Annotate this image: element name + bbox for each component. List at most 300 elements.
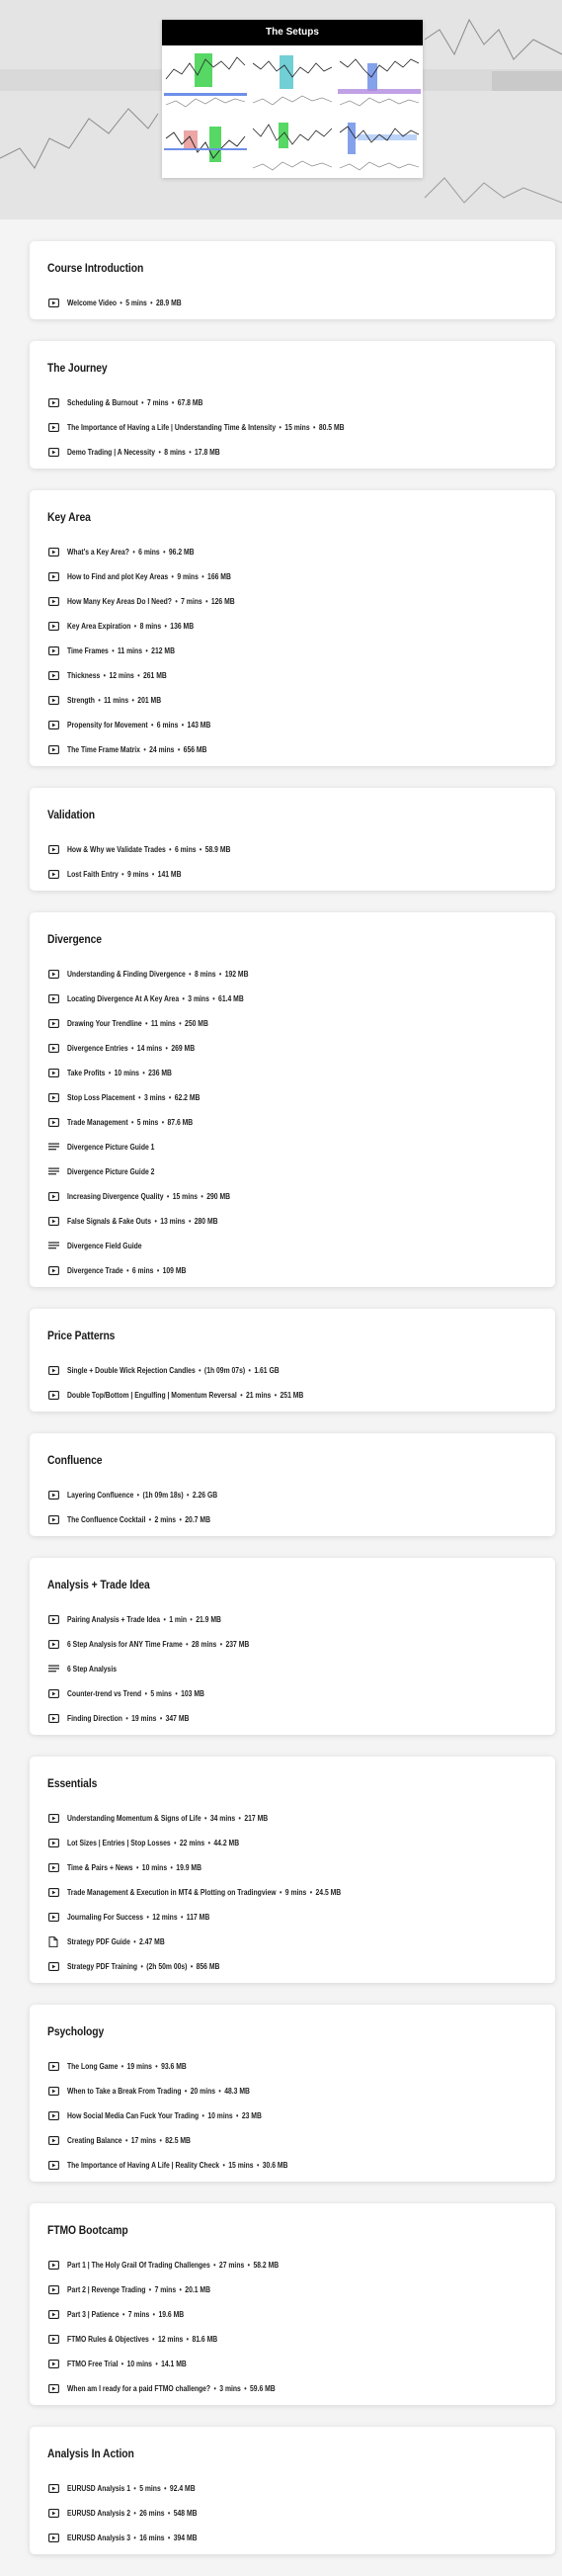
file-icon <box>47 1937 59 1947</box>
lesson-text <box>67 1143 154 1152</box>
video-icon <box>47 1515 59 1525</box>
lesson-item[interactable] <box>47 2526 537 2550</box>
separator-dot: • <box>141 398 144 407</box>
video-icon <box>47 671 59 681</box>
setup-chart-3 <box>338 49 421 111</box>
lesson-item[interactable] <box>47 1184 537 1209</box>
lesson-title: Divergence Entries <box>67 1044 128 1053</box>
separator-dot: • <box>171 572 174 581</box>
video-icon <box>47 1640 59 1650</box>
lesson-size: 14.1 MB <box>161 2360 187 2368</box>
separator-dot: • <box>156 1266 160 1275</box>
lesson-title: Welcome Video <box>67 299 118 307</box>
lesson-duration: 6 mins <box>156 721 179 730</box>
section-title: Course Introduction <box>47 263 144 275</box>
video-icon <box>47 2335 59 2345</box>
lesson-duration: 12 mins <box>157 2335 184 2344</box>
separator-dot: • <box>164 622 167 631</box>
lesson-item[interactable] <box>47 589 537 614</box>
separator-dot: • <box>190 1615 193 1624</box>
video-icon <box>47 1839 59 1848</box>
lesson-item[interactable] <box>47 1930 537 1954</box>
separator-dot: • <box>313 423 316 432</box>
lesson-title: 6 Step Analysis <box>67 1665 118 1674</box>
lesson-title: Take Profits <box>67 1069 106 1077</box>
section-card <box>30 2203 555 2405</box>
setup-chart-1 <box>164 49 247 111</box>
lesson-duration: 12 mins <box>109 671 134 680</box>
lesson-size: 347 MB <box>165 1714 190 1723</box>
lesson-text <box>67 2310 184 2319</box>
lesson-duration: 9 mins <box>126 870 149 879</box>
curriculum-list <box>30 241 555 2576</box>
lesson-title: How to Find and plot Key Areas <box>67 572 169 581</box>
lesson-item[interactable] <box>47 1507 537 1532</box>
lesson-text <box>67 2285 210 2294</box>
lesson-item[interactable] <box>47 962 537 987</box>
lesson-title: Understanding Momentum & Signs of Life <box>67 1814 201 1823</box>
lesson-size: 166 MB <box>207 572 231 581</box>
lesson-item[interactable] <box>47 713 537 737</box>
lesson-title: EURUSD Analysis 2 <box>67 2509 131 2518</box>
separator-dot: • <box>187 1491 190 1500</box>
separator-dot: • <box>98 696 101 705</box>
lesson-text <box>67 745 206 754</box>
separator-dot: • <box>247 2261 251 2270</box>
separator-dot: • <box>155 2360 158 2368</box>
lesson-text <box>67 1217 218 1226</box>
lesson-item[interactable] <box>47 1607 537 1632</box>
section-card <box>30 2005 555 2182</box>
lesson-item[interactable] <box>47 862 537 887</box>
lesson-item[interactable] <box>47 1657 537 1681</box>
separator-dot: • <box>148 1515 152 1524</box>
lesson-item[interactable] <box>47 1831 537 1855</box>
lesson-duration: 15 mins <box>172 1192 199 1201</box>
separator-dot: • <box>167 2533 171 2542</box>
lesson-item[interactable] <box>47 2128 537 2153</box>
lesson-size: 103 MB <box>181 1689 204 1698</box>
video-icon <box>47 1069 59 1078</box>
section-card <box>30 341 555 469</box>
lesson-duration: 2 mins <box>154 1515 177 1524</box>
lesson-title: Divergence Trade <box>67 1266 123 1275</box>
video-icon <box>47 2533 59 2543</box>
lesson-title: Creating Balance <box>67 2136 122 2145</box>
separator-dot: • <box>279 423 281 432</box>
section-card <box>30 490 555 766</box>
separator-dot: • <box>165 1044 168 1053</box>
separator-dot: • <box>222 2161 225 2170</box>
lesson-title: What's a Key Area? <box>67 548 129 557</box>
separator-dot: • <box>103 671 107 680</box>
video-icon <box>47 2087 59 2097</box>
section-card <box>30 1757 555 1983</box>
separator-dot: • <box>279 1888 282 1897</box>
lesson-text <box>67 2533 198 2542</box>
lesson-item[interactable] <box>47 1011 537 1036</box>
lesson-duration: 8 mins <box>139 622 162 631</box>
lesson-item[interactable] <box>47 2302 537 2327</box>
lesson-item[interactable] <box>47 1061 537 1085</box>
separator-dot: • <box>182 994 185 1003</box>
lesson-item[interactable] <box>47 1706 537 1731</box>
separator-dot: • <box>154 1217 157 1226</box>
lesson-duration: 10 mins <box>126 2360 152 2368</box>
lesson-item[interactable] <box>47 540 537 564</box>
lesson-duration: 3 mins <box>219 2384 241 2393</box>
lesson-size: 17.8 MB <box>195 448 220 457</box>
text-icon <box>47 1242 59 1251</box>
separator-dot: • <box>186 1640 189 1649</box>
lesson-size: 280 MB <box>194 1217 218 1226</box>
lesson-size: 58.9 MB <box>204 845 231 854</box>
lesson-item[interactable] <box>47 1681 537 1706</box>
section-card <box>30 1558 555 1735</box>
lesson-size: 250 MB <box>185 1019 208 1028</box>
lesson-duration: 14 mins <box>136 1044 163 1053</box>
video-icon <box>47 1615 59 1625</box>
lesson-item[interactable] <box>47 663 537 688</box>
separator-dot: • <box>163 1615 166 1624</box>
lesson-title: Single + Double Wick Rejection Candles <box>67 1366 196 1375</box>
lesson-item[interactable] <box>47 1880 537 1905</box>
lesson-title: Strategy PDF Training <box>67 1962 138 1971</box>
separator-dot: • <box>150 299 153 307</box>
video-icon <box>47 2484 59 2494</box>
lesson-size: 236 MB <box>148 1069 172 1077</box>
separator-dot: • <box>151 721 154 730</box>
lesson-item[interactable] <box>47 1159 537 1184</box>
lesson-item[interactable] <box>47 390 537 415</box>
lesson-duration: 15 mins <box>228 2161 254 2170</box>
lesson-title: Lot Sizes | Entries | Stop Losses <box>67 1839 171 1847</box>
separator-dot: • <box>159 2136 162 2145</box>
lesson-size: 141 MB <box>157 870 182 879</box>
separator-dot: • <box>140 1962 143 1971</box>
lesson-text <box>67 696 161 705</box>
lesson-text <box>67 870 181 879</box>
lesson-duration: 11 mins <box>104 696 129 705</box>
separator-dot: • <box>189 970 192 979</box>
setup-chart-4 <box>164 115 247 176</box>
lesson-duration: 24 mins <box>149 745 175 754</box>
lesson-item[interactable] <box>47 2476 537 2501</box>
lesson-duration: 6 mins <box>131 1266 154 1275</box>
lesson-title: Propensity for Movement <box>67 721 148 730</box>
lesson-item[interactable] <box>47 440 537 465</box>
lesson-size: 87.6 MB <box>167 1118 194 1127</box>
lesson-item[interactable] <box>47 737 537 762</box>
separator-dot: • <box>179 1515 182 1524</box>
lesson-title: The Confluence Cocktail <box>67 1515 146 1524</box>
lesson-title: Pairing Analysis + Trade Idea <box>67 1615 161 1624</box>
lesson-item[interactable] <box>47 987 537 1011</box>
lesson-text <box>67 1863 201 1872</box>
video-icon <box>47 2161 59 2171</box>
video-icon <box>47 1391 59 1401</box>
lesson-title: The Importance of Having A Life | Reality Check <box>67 2161 220 2170</box>
lesson-size: 261 MB <box>142 671 167 680</box>
separator-dot: • <box>201 2111 204 2120</box>
lesson-title: Double Top/Bottom | Engulfing | Momentum Reversal <box>67 1391 237 1400</box>
lesson-duration: 6 mins <box>174 845 197 854</box>
lesson-duration: 11 mins <box>150 1019 176 1028</box>
lesson-text <box>67 1714 189 1723</box>
lesson-text <box>67 721 210 730</box>
separator-dot: • <box>131 696 134 705</box>
lesson-item[interactable] <box>47 1632 537 1657</box>
lesson-item[interactable] <box>47 291 537 315</box>
lesson-title: Strength <box>67 696 95 705</box>
video-icon <box>47 299 59 308</box>
separator-dot: • <box>164 2484 167 2493</box>
lesson-title: Counter-trend vs Trend <box>67 1689 142 1698</box>
lesson-item[interactable] <box>47 2153 537 2178</box>
lesson-size: 92.4 MB <box>169 2484 196 2493</box>
lesson-size: 93.6 MB <box>161 2062 187 2071</box>
lesson-item[interactable] <box>47 688 537 713</box>
lesson-item[interactable] <box>47 639 537 663</box>
lesson-duration: 7 mins <box>146 398 169 407</box>
separator-dot: • <box>204 1814 207 1823</box>
separator-dot: • <box>130 1118 134 1127</box>
lesson-text <box>67 622 194 631</box>
lesson-duration: (1h 09m 07s) <box>203 1366 246 1375</box>
lesson-item[interactable] <box>47 2277 537 2302</box>
video-icon <box>47 2062 59 2072</box>
lesson-item[interactable] <box>47 1358 537 1383</box>
lesson-title: Increasing Divergence Quality <box>67 1192 164 1201</box>
lesson-item[interactable] <box>47 1855 537 1880</box>
lesson-text <box>67 1491 217 1500</box>
separator-dot: • <box>205 597 208 606</box>
lesson-size: 143 MB <box>187 721 211 730</box>
lesson-size: 19.6 MB <box>158 2310 185 2319</box>
video-icon <box>47 2136 59 2146</box>
lesson-item[interactable] <box>47 1209 537 1234</box>
separator-dot: • <box>163 548 166 557</box>
lesson-item[interactable] <box>47 2079 537 2104</box>
lesson-size: 48.3 MB <box>224 2087 250 2096</box>
lesson-size: 19.9 MB <box>176 1863 201 1872</box>
separator-dot: • <box>181 1913 184 1922</box>
lesson-item[interactable] <box>47 1905 537 1930</box>
lesson-size: 1.61 GB <box>254 1366 280 1375</box>
lesson-title: When am I ready for a paid FTMO challenge? <box>67 2384 211 2393</box>
separator-dot: • <box>108 1069 112 1077</box>
lesson-text <box>67 1167 154 1176</box>
lesson-text <box>67 548 195 557</box>
lesson-text <box>67 1019 208 1028</box>
lesson-item[interactable] <box>47 1483 537 1507</box>
separator-dot: • <box>168 1093 172 1102</box>
video-icon <box>47 1093 59 1103</box>
lesson-title: Scheduling & Burnout <box>67 398 138 407</box>
separator-dot: • <box>161 1118 165 1127</box>
lesson-duration: 10 mins <box>141 1863 168 1872</box>
lesson-item[interactable] <box>47 2376 537 2401</box>
lesson-text <box>67 597 235 606</box>
lesson-title: Key Area Expiration <box>67 622 131 631</box>
separator-dot: • <box>189 448 192 457</box>
lesson-item[interactable] <box>47 1806 537 1831</box>
separator-dot: • <box>148 2285 152 2294</box>
lesson-item[interactable] <box>47 1234 537 1258</box>
video-icon <box>47 970 59 980</box>
lesson-size: 62.2 MB <box>174 1093 201 1102</box>
separator-dot: • <box>138 1093 141 1102</box>
lesson-text <box>67 1093 200 1102</box>
lesson-item[interactable] <box>47 415 537 440</box>
separator-dot: • <box>152 2335 155 2344</box>
lesson-title: Stop Loss Placement <box>67 1093 135 1102</box>
separator-dot: • <box>238 1814 241 1823</box>
video-icon <box>47 2261 59 2271</box>
lesson-text <box>67 1266 186 1275</box>
lesson-item[interactable] <box>47 2327 537 2352</box>
lesson-item[interactable] <box>47 837 537 862</box>
video-icon <box>47 1814 59 1824</box>
section-card <box>30 241 555 319</box>
video-icon <box>47 1714 59 1724</box>
lesson-item[interactable] <box>47 1085 537 1110</box>
separator-dot: • <box>169 845 172 854</box>
lesson-text <box>67 994 244 1003</box>
section-title: Key Area <box>47 512 91 524</box>
lesson-item[interactable] <box>47 2054 537 2079</box>
lesson-text <box>67 1888 341 1897</box>
lesson-text <box>67 1069 172 1077</box>
lesson-size: 548 MB <box>173 2509 198 2518</box>
lesson-title: The Importance of Having a Life | Understanding Time & Intensity <box>67 423 277 432</box>
separator-dot: • <box>145 646 148 655</box>
lesson-size: 59.6 MB <box>250 2384 276 2393</box>
lesson-text <box>67 1391 303 1400</box>
lesson-duration: 27 mins <box>218 2261 245 2270</box>
separator-dot: • <box>152 2310 156 2319</box>
hero-banner <box>0 0 562 219</box>
lesson-size: 217 MB <box>244 1814 269 1823</box>
lesson-duration: 12 mins <box>152 1913 178 1922</box>
lesson-duration: 28 mins <box>191 1640 217 1649</box>
lesson-text <box>67 423 345 432</box>
lesson-size: 656 MB <box>183 745 207 754</box>
lesson-item[interactable] <box>47 614 537 639</box>
lesson-text <box>67 2111 262 2120</box>
lesson-duration: 17 mins <box>130 2136 157 2145</box>
lesson-size: 2.47 MB <box>139 1937 165 1946</box>
lesson-size: 394 MB <box>173 2533 198 2542</box>
separator-dot: • <box>240 1391 243 1400</box>
separator-dot: • <box>120 299 122 307</box>
lesson-text <box>67 1515 210 1524</box>
lesson-duration: 9 mins <box>284 1888 307 1897</box>
lesson-text <box>67 970 249 979</box>
lesson-text <box>67 1814 268 1823</box>
lesson-title: Journaling For Success <box>67 1913 144 1922</box>
lesson-duration: 7 mins <box>127 2310 150 2319</box>
lesson-size: 237 MB <box>225 1640 250 1649</box>
video-icon <box>47 1689 59 1699</box>
lesson-title: Understanding & Finding Divergence <box>67 970 186 979</box>
video-icon <box>47 423 59 433</box>
section-title: The Journey <box>47 363 108 375</box>
lesson-size: 28.9 MB <box>155 299 182 307</box>
lesson-item[interactable] <box>47 1135 537 1159</box>
video-icon <box>47 870 59 880</box>
lesson-size: 109 MB <box>162 1266 187 1275</box>
lesson-item[interactable] <box>47 1383 537 1408</box>
video-icon <box>47 2310 59 2320</box>
lesson-duration: 22 mins <box>179 1839 205 1847</box>
lesson-duration: 1 min <box>169 1615 188 1624</box>
separator-dot: • <box>121 2310 125 2319</box>
lesson-title: Thickness <box>67 671 101 680</box>
section-title: Price Patterns <box>47 1331 116 1342</box>
video-icon <box>47 548 59 558</box>
separator-dot: • <box>236 2111 239 2120</box>
lesson-text <box>67 646 175 655</box>
separator-dot: • <box>218 2087 221 2096</box>
lesson-item[interactable] <box>47 2501 537 2526</box>
lesson-size: 269 MB <box>171 1044 196 1053</box>
lesson-duration: 34 mins <box>209 1814 236 1823</box>
lesson-text <box>67 448 220 457</box>
lesson-title: Locating Divergence At A Key Area <box>67 994 180 1003</box>
lesson-duration: 13 mins <box>160 1217 186 1226</box>
lesson-title: Demo Trading | A Necessity <box>67 448 156 457</box>
separator-dot: • <box>137 671 140 680</box>
separator-dot: • <box>181 721 185 730</box>
section-card <box>30 2427 555 2554</box>
separator-dot: • <box>213 2261 216 2270</box>
lesson-title: Time & Pairs + News <box>67 1863 133 1872</box>
lesson-duration: 19 mins <box>131 1714 157 1723</box>
lesson-title: How & Why we Validate Trades <box>67 845 166 854</box>
lesson-item[interactable] <box>47 1258 537 1283</box>
lesson-item[interactable] <box>47 2253 537 2277</box>
lesson-title: Divergence Field Guide <box>67 1242 142 1250</box>
lesson-duration: 5 mins <box>150 1689 172 1698</box>
separator-dot: • <box>175 1689 178 1698</box>
separator-dot: • <box>213 2384 216 2393</box>
lesson-item[interactable] <box>47 1110 537 1135</box>
lesson-title: FTMO Free Trial <box>67 2360 119 2368</box>
separator-dot: • <box>188 1217 192 1226</box>
lesson-item[interactable] <box>47 1036 537 1061</box>
separator-dot: • <box>132 548 135 557</box>
lesson-item[interactable] <box>47 564 537 589</box>
lesson-item[interactable] <box>47 2104 537 2128</box>
lesson-text <box>67 2062 187 2071</box>
section-title: Essentials <box>47 1778 98 1790</box>
lesson-title: Part 3 | Patience <box>67 2310 120 2319</box>
lesson-item[interactable] <box>47 2352 537 2376</box>
separator-dot: • <box>186 2335 190 2344</box>
lesson-item[interactable] <box>47 1954 537 1979</box>
separator-dot: • <box>177 745 181 754</box>
lesson-size: 192 MB <box>224 970 249 979</box>
lesson-size: 136 MB <box>170 622 195 631</box>
lesson-size: 212 MB <box>151 646 175 655</box>
video-icon <box>47 745 59 755</box>
separator-dot: • <box>145 1019 148 1028</box>
separator-dot: • <box>274 1391 278 1400</box>
video-icon <box>47 1491 59 1501</box>
lesson-title: Layering Confluence <box>67 1491 134 1500</box>
separator-dot: • <box>174 1839 177 1847</box>
